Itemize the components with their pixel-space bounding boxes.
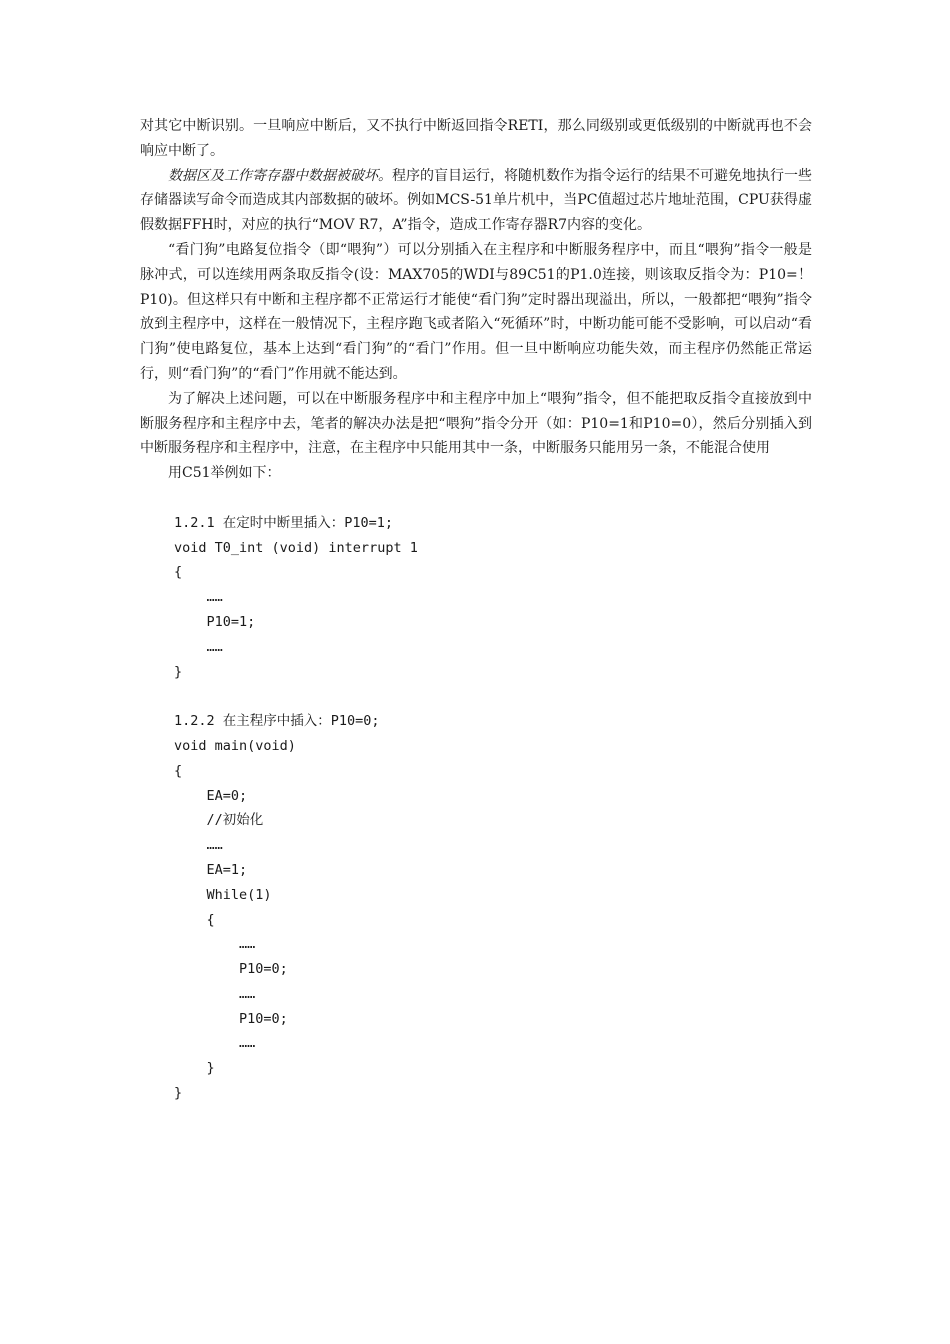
code-line: //初始化 bbox=[174, 812, 264, 829]
code-line: …… bbox=[174, 1035, 256, 1052]
paragraph-solution: 为了解决上述问题，可以在中断服务程序中和主程序中加上“喂狗”指令，但不能把取反指令直接放到中断服务程序和主程序中去，笔者的解决办法是把“喂狗”指令分开（如：P10=1和P10=0），然后分别插入到中断服务程序和主程序中，注意，在主程序中只能用其中一条，中断服务只能用另一条，不能混合使用 bbox=[140, 390, 812, 457]
data-corruption-body: 程序的盲目运行，将随机数作为指令运行的结果不可避免地执行一些存储器读写命令而造成其内部数据的破坏。例如MCS-51单片机中，当PC值超过芯片地址范围，CPU获得虚假数据FFH时，对应的执行“MOV R7，A”指令，造成工作寄存器R7内容的变化。 bbox=[140, 167, 812, 234]
paragraph-watchdog-reset: “看门狗”电路复位指令（即“喂狗”）可以分别插入在主程序和中断服务程序中，而且“喂狗”指令一般是脉冲式，可以连续用两条取反指令(设：MAX705的WDI与89C51的P1.0连接，则该取反指令为：P10=！P10)。但这样只有中断和主程序都不正常运行才能使“看门狗”定时器出现溢出，所以，一般都把“喂狗”指令放到主程序中，这样在一般情况下，主程序跑飞或者陷入“死循环”时，中断功能可能不受影响，可以启动“看门狗”使电路复位，基本上达到“看门狗”的“看门”作用。但一旦中断响应功能失效，而主程序仍然能正常运行，则“看门狗”的“看门”作用就不能达到。 bbox=[140, 241, 812, 382]
code-line: …… bbox=[174, 985, 256, 1002]
document-page bbox=[140, 114, 812, 1106]
code-line: P10=1; bbox=[174, 613, 256, 630]
code-line: While(1) bbox=[174, 886, 272, 903]
code-line: } bbox=[174, 663, 183, 680]
code-line: void T0_int (void) interrupt 1 bbox=[174, 539, 418, 556]
code-line: EA=1; bbox=[174, 861, 248, 878]
code-line: …… bbox=[174, 638, 223, 655]
code-block-main-program bbox=[140, 709, 812, 1106]
paragraph-data-corruption bbox=[140, 164, 812, 238]
code-line: …… bbox=[174, 837, 223, 854]
code-line: { bbox=[174, 564, 183, 581]
code-line: } bbox=[174, 1085, 183, 1102]
code-heading-timer-interrupt: 1.2.1 在定时中断里插入：P10=1; bbox=[174, 514, 394, 531]
data-corruption-heading: 数据区及工作寄存器中数据被破坏。 bbox=[168, 167, 392, 184]
code-heading-main-program: 1.2.2 在主程序中插入：P10=0; bbox=[174, 713, 380, 730]
code-block-timer-interrupt bbox=[140, 511, 812, 685]
code-line: EA=0; bbox=[174, 787, 248, 804]
code-line: } bbox=[174, 1060, 215, 1077]
code-line: …… bbox=[174, 589, 223, 606]
code-line: P10=0; bbox=[174, 961, 288, 978]
code-line: void main(void) bbox=[174, 737, 296, 754]
code-line: { bbox=[174, 762, 183, 779]
spacer bbox=[140, 486, 812, 511]
code-line: P10=0; bbox=[174, 1010, 288, 1027]
code-line: …… bbox=[174, 936, 256, 953]
paragraph-c51-example-intro: 用C51举例如下： bbox=[168, 465, 281, 482]
spacer bbox=[140, 684, 812, 709]
code-line: { bbox=[174, 911, 215, 928]
paragraph-interrupt-recognition: 对其它中断识别。一旦响应中断后，又不执行中断返回指令RETI，那么同级别或更低级别的中断就再也不会响应中断了。 bbox=[140, 118, 812, 159]
